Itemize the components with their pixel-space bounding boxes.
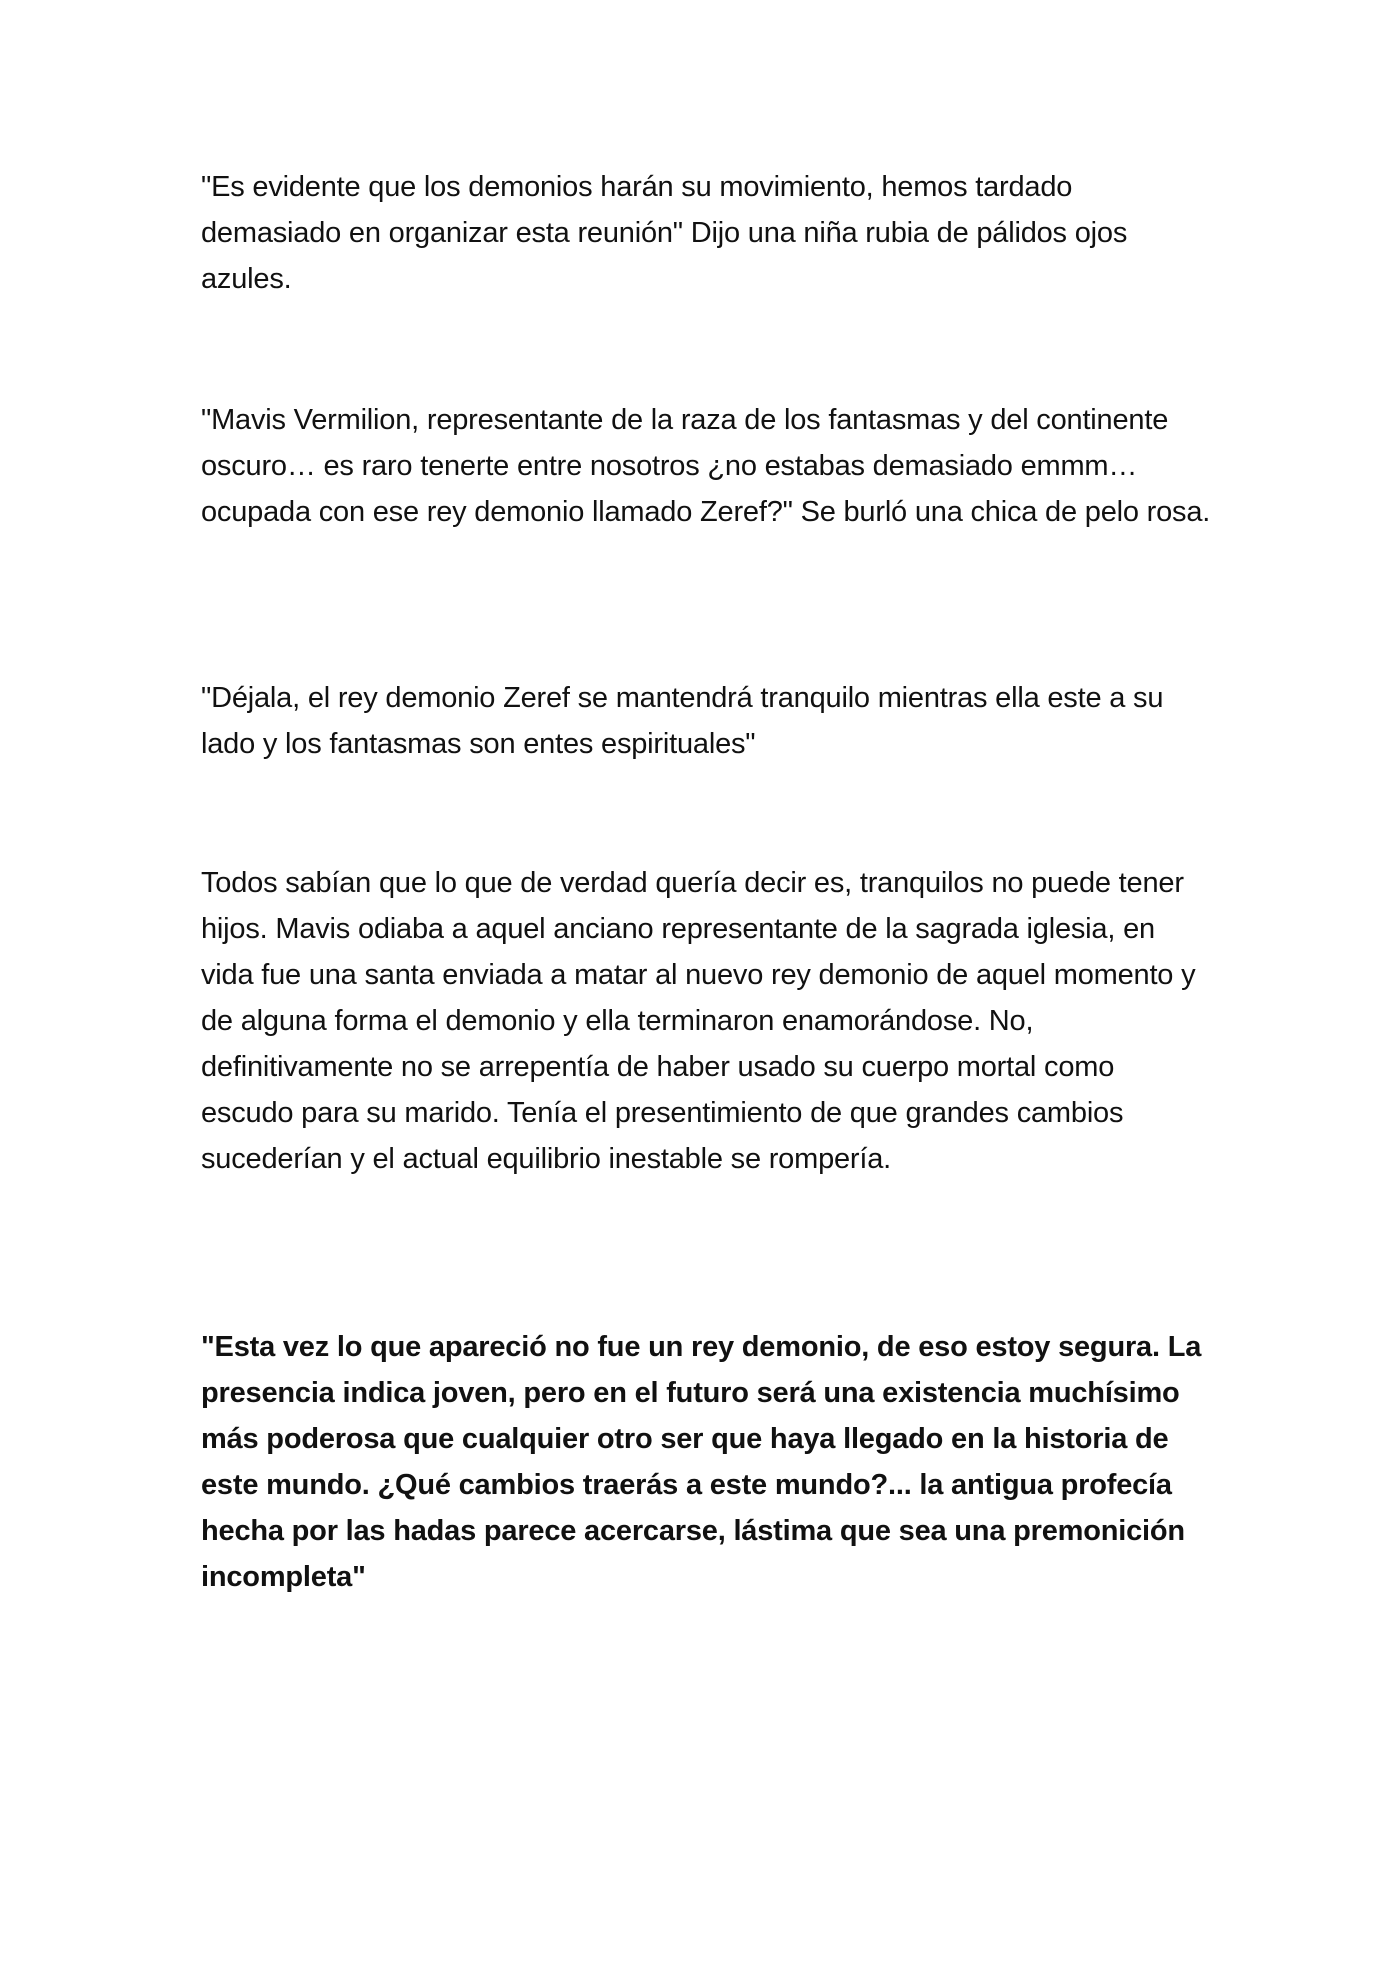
paragraph-narration: Todos sabían que lo que de verdad quería decir es, tranquilos no puede tener hijos. Mavis odiaba a aquel anciano representante de la sagrada iglesia, en vida fue una santa enviada a matar al nuevo rey demonio de aquel momento y de alguna forma el demonio y ella terminaron enamorándose. No, definitivamente no se arrepentía de haber usado su cuerpo mortal como escudo para su marido. Tenía el presentimiento de que grandes cambios sucederían y el actual equilibrio inestable se rompería. — [201, 867, 1196, 1175]
paragraph-dialogue-1: "Es evidente que los demonios harán su movimiento, hemos tardado demasiado en organizar esta reunión" Dijo una niña rubia de pálidos ojos azules. — [201, 171, 1128, 295]
paragraph-dialogue-3: "Déjala, el rey demonio Zeref se mantendrá tranquilo mientras ella este a su lado y los fantasmas son entes espirituales" — [201, 682, 1164, 760]
paragraph-dialogue-2: "Mavis Vermilion, representante de la raza de los fantasmas y del continente oscuro… es raro tenerte entre nosotros ¿no estabas demasiado emmm… ocupada con ese rey demonio llamado Zeref?" Se burló una chica de pelo rosa. — [201, 404, 1211, 528]
paragraph-bold-monologue: "Esta vez lo que apareció no fue un rey demonio, de eso estoy segura. La presencia indica joven, pero en el futuro será una existencia muchísimo más poderosa que cualquier otro ser que haya llegado en la historia de este mundo. ¿Qué cambios traerás a este mundo?... la antigua profecía hecha por las hadas parece acercarse, lástima que sea una premonición incompleta" — [201, 1331, 1202, 1593]
